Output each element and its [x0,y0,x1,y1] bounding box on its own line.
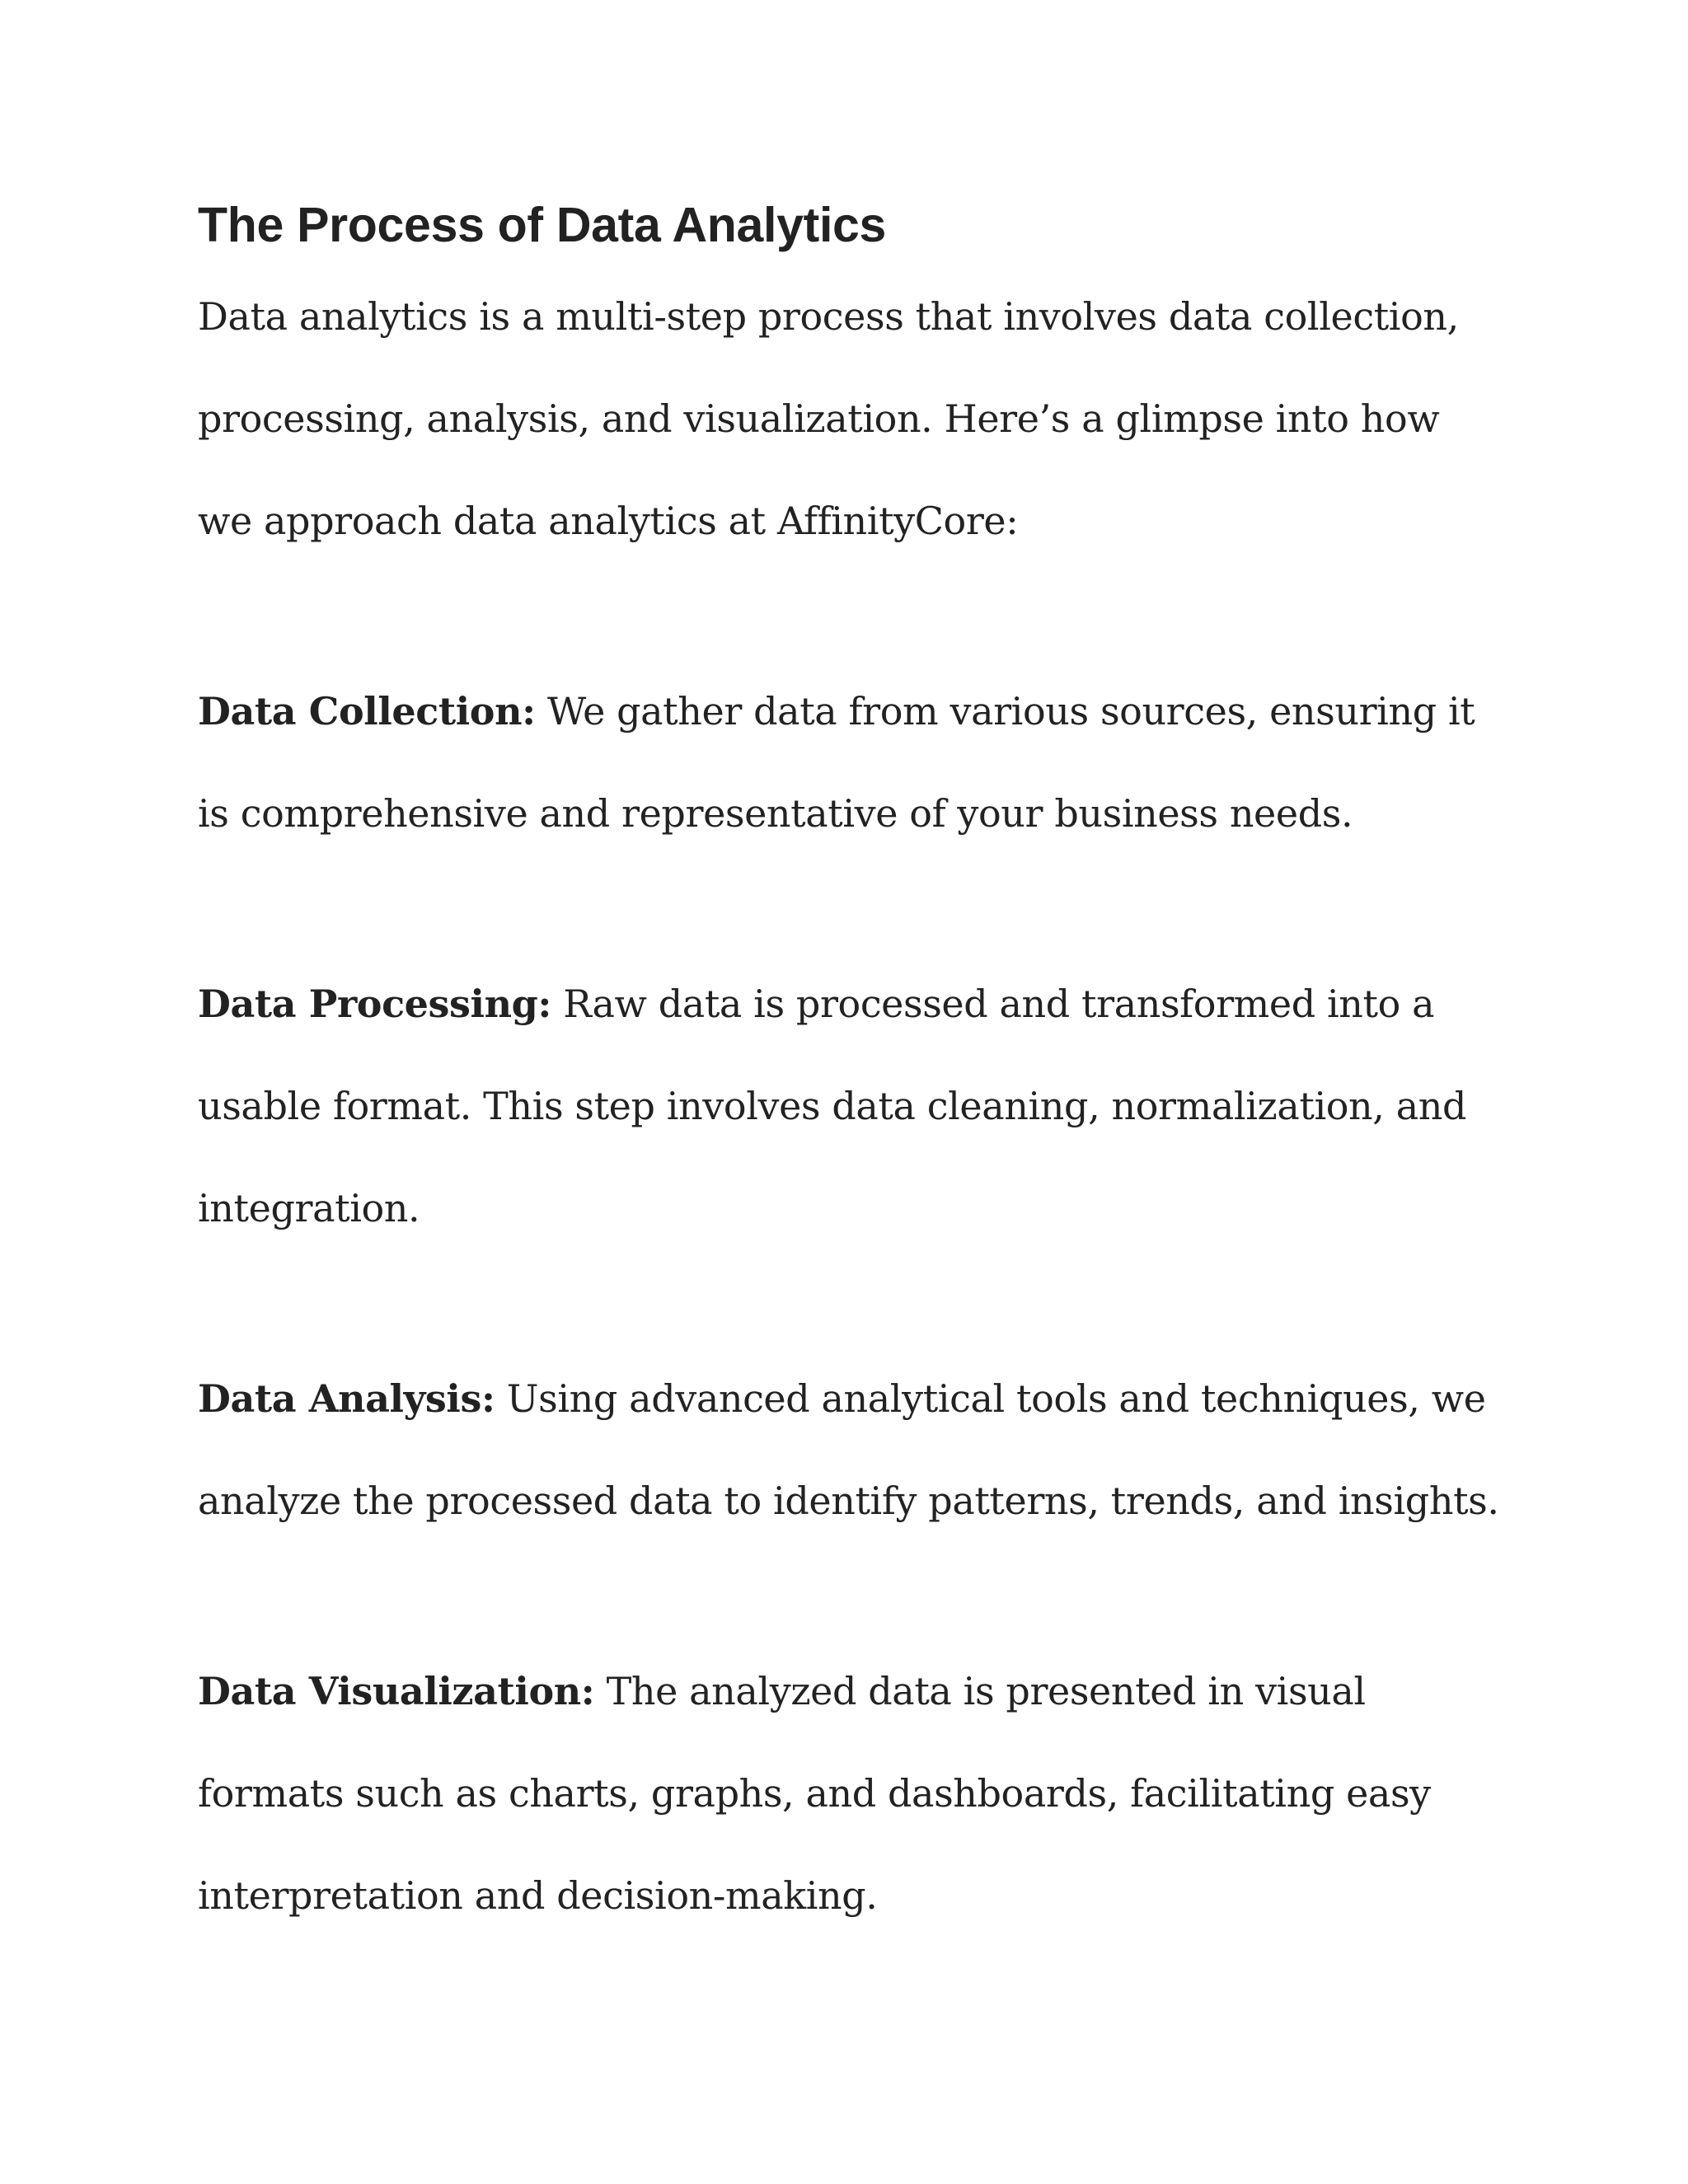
document-page [198,190,1500,1947]
page-title: The Process of Data Analytics [198,198,887,252]
section-text: We gather data from various sources, ensuring it is comprehensive and representative of your business needs. [198,689,1475,836]
section-data-collection [198,660,1500,865]
section-text: Raw data is processed and transformed into a usable format. This step involves data cleaning, normalization, and integration. [198,982,1467,1230]
section-term: Data Processing: [198,982,552,1026]
intro-paragraph: Data analytics is a multi-step process that involves data collection, processing, analysis, and visualization. Here’s a glimpse into how we approach data analytics at AffinityCore: [198,294,1459,543]
section-data-analysis [198,1347,1500,1552]
section-term: Data Collection: [198,689,536,733]
section-term: Data Visualization: [198,1669,595,1713]
section-data-visualization [198,1640,1500,1947]
section-text: Using advanced analytical tools and techniques, we analyze the processed data to identify patterns, trends, and insights. [198,1376,1499,1523]
section-term: Data Analysis: [198,1376,495,1421]
section-data-processing [198,953,1500,1259]
section-text: The analyzed data is presented in visual formats such as charts, graphs, and dashboards, facilitating easy interpretation and decision-making. [198,1669,1431,1918]
